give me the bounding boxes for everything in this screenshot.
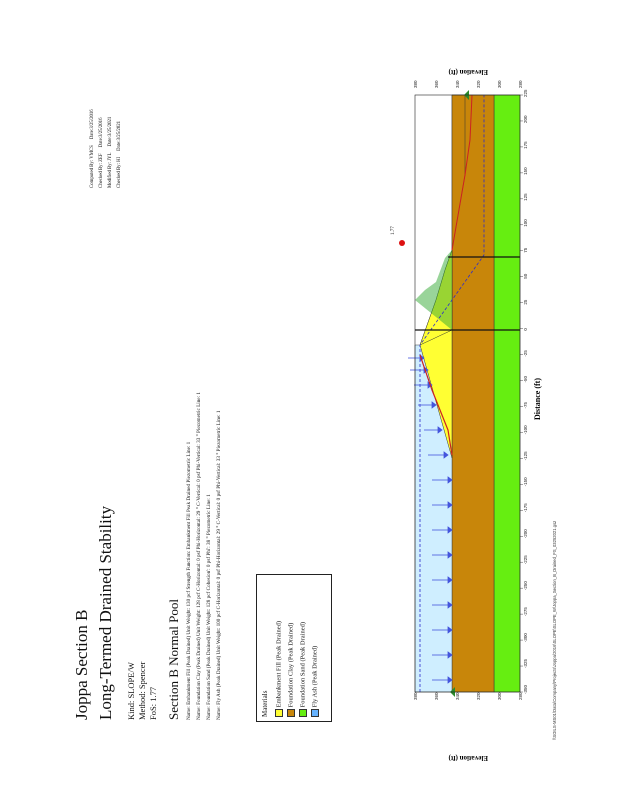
elevation-tick-label-right: 340 (455, 80, 460, 88)
distance-tick-label: 75 (523, 247, 528, 253)
distance-tick-label: -275 (523, 607, 528, 617)
elevation-tick-label-left: 360 (434, 692, 439, 700)
material-props-1: Name: Embankment Fill (Peak Drained) Unit Weight: 130 pcf Strength Function: Embankment Fill Peak Drained Piezometric Line: 1 (186, 441, 192, 720)
distance-tick-label: -25 (523, 350, 528, 357)
distance-tick-label: 25 (523, 299, 528, 305)
material-props-2: Name: Foundation Clay (Peak Drained) Unit Weight: 128 pcf C-Horizontal: 0 psf Phi-Horizontal: 29 ° C-Vertical: 0 psf Phi-Vertical: 33 ° Piezometric Line: 1 (196, 392, 202, 720)
distance-tick-label: -175 (523, 503, 528, 513)
distance-axis (520, 89, 528, 694)
title-line2: Long-Termed Drained Stability (96, 505, 115, 720)
title-line1: Joppa Section B (72, 609, 91, 720)
elevation-tick-label-right: 320 (476, 80, 481, 88)
elevation-tick-label-left: 380 (413, 692, 418, 700)
fos-value: 1.77 (391, 226, 396, 235)
y-axis-label-right: Elevation (ft) (448, 68, 488, 76)
signoff-3: Modified By: JYL Date:3/25/2021 (108, 116, 113, 188)
legend-item-embankment: Embankment Fill (Peak Drained) (275, 621, 283, 717)
distance-tick-label: -325 (523, 659, 528, 669)
elevation-tick-label-left: 340 (455, 692, 460, 700)
foundation-sand-layer (494, 95, 520, 692)
distance-tick-label: -350 (523, 684, 528, 694)
signoff-1: Computed By: VMCS Date:3/25/2016 (90, 109, 95, 188)
distance-tick-label: -75 (523, 401, 528, 409)
distance-tick-label: -100 (523, 425, 528, 435)
elevation-tick-label-right: 300 (497, 80, 502, 88)
distance-tick-label: -225 (523, 555, 528, 565)
x-axis-label: Distance (ft) (533, 378, 542, 420)
signoff-4: Checked By: HI Date:3/25/2021 (117, 120, 122, 188)
distance-tick-label: -150 (523, 477, 528, 487)
signoff-2: Checked By: ZEF Date:3/25/2016 (99, 117, 104, 188)
distance-tick-label: 225 (523, 89, 528, 97)
elevation-tick-label-right: 360 (434, 80, 439, 88)
distance-tick-label: 125 (523, 193, 528, 201)
legend-item-flyash: Fly Ash (Peak Drained) (311, 646, 319, 717)
distance-tick-label: -200 (523, 529, 528, 539)
fos-grid-center (399, 240, 405, 246)
distance-tick-label: 100 (523, 219, 528, 227)
legend-item-sand: Foundation Sand (Peak Drained) (299, 622, 307, 717)
elevation-tick-label-right: 280 (518, 80, 523, 88)
distance-tick-label: 175 (523, 141, 528, 149)
legend-item-clay: Foundation Clay (Peak Drained) (287, 623, 295, 717)
section-title: Section B Normal Pool (166, 599, 181, 720)
elevation-tick-label-left: 320 (476, 692, 481, 700)
distance-tick-label: -300 (523, 633, 528, 643)
distance-tick-label: 50 (523, 273, 528, 279)
material-props-4: Name: Fly Ash (Peak Drained) Unit Weight: 100 pcf C-Horizontal: 0 psf Phi-Horizontal: 29 ° C-Vertical: 0 psf Phi-Vertical: 33 ° Piezometric Line: 1 (216, 410, 222, 720)
legend-title: Materials (261, 690, 269, 717)
file-path-footer: \\SOILS-MS01\Data\Company\Projects\Joppa\2016\SLOPE\SLOPE_W\Joppa_Section_B_Drained_FS_03252021.gsz (552, 520, 557, 740)
elevation-tick-label-right: 380 (413, 80, 418, 88)
y-axis-label-left: Elevation (ft) (448, 754, 488, 762)
distance-tick-label: 200 (523, 115, 528, 123)
method-label: Method: Spencer (137, 661, 147, 720)
fos-label: FoS: 1.77 (148, 686, 158, 720)
kind-label: Kind: SLOPE/W (126, 662, 136, 720)
material-props-3: Name: Foundation Sand (Peak Drained) Unit Weight: 128 pcf Cohesion': 0 psf Phi': 38 ° Piezometric Line: 1 (206, 494, 212, 720)
distance-tick-label: -125 (523, 451, 528, 461)
distance-tick-label: 150 (523, 167, 528, 175)
elevation-tick-label-left: 280 (518, 692, 523, 700)
distance-tick-label: -50 (523, 376, 528, 383)
distance-tick-label: 0 (523, 328, 528, 331)
elevation-tick-label-left: 300 (497, 692, 502, 700)
distance-tick-label: -250 (523, 581, 528, 591)
